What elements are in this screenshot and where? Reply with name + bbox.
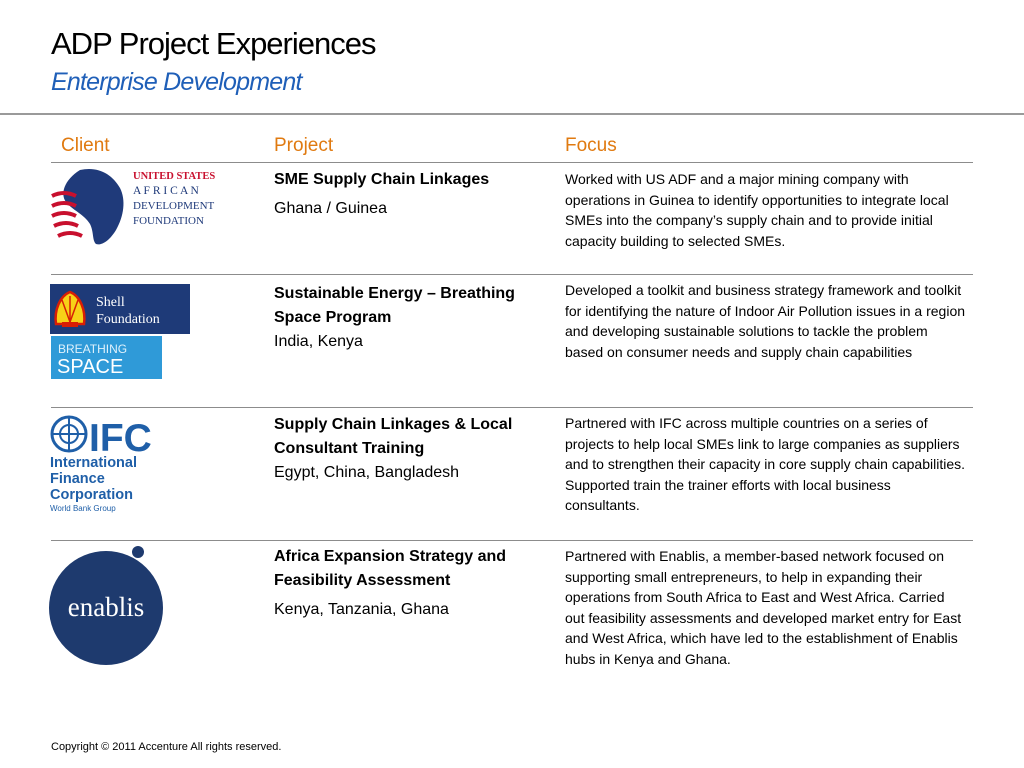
copyright-footer: Copyright © 2011 Accenture All rights reserved.	[51, 741, 282, 753]
page-subtitle: Enterprise Development	[51, 68, 302, 96]
row-divider	[51, 274, 973, 275]
row-divider	[51, 540, 973, 541]
column-header-client: Client	[61, 135, 110, 156]
breathing-logo-line-1: BREATHING	[58, 342, 128, 356]
project-countries: Egypt, China, Bangladesh	[274, 464, 460, 481]
usadf-logo-line-3: DEVELOPMENT	[133, 200, 215, 212]
ifc-logo-line-1: IFC	[89, 417, 152, 460]
project-name: Africa Expansion Strategy and Feasibility Assessment	[274, 548, 507, 589]
usadf-logo-line-2: A F R I C A N	[133, 185, 199, 197]
row-divider	[51, 162, 973, 163]
project-cell	[274, 545, 549, 622]
enablis-logo-text: enablis	[67, 592, 145, 622]
title-divider	[0, 113, 1024, 115]
project-cell	[274, 282, 549, 354]
shell-logo-line-1: Shell	[96, 295, 125, 310]
page-title: ADP Project Experiences	[51, 26, 376, 61]
column-header-focus: Focus	[565, 135, 617, 156]
ifc-logo-line-3: Finance	[50, 471, 105, 487]
shell-logo-line-2: Foundation	[96, 312, 160, 327]
usadf-logo-line-1: UNITED STATES	[133, 171, 216, 182]
focus-text: Partnered with Enablis, a member-based network focused on supporting small entrepreneurs, to help in expanding their operations from South Africa to East and West Africa. Carried out feasibility assessments and developed market entry for East and West Africa, which have led to the establishment of Enablis hubs in Kenya and Ghana.	[565, 548, 962, 667]
project-countries: Ghana / Guinea	[274, 200, 387, 217]
ifc-logo-line-2: International	[50, 455, 138, 471]
project-countries: India, Kenya	[274, 333, 363, 350]
focus-text: Partnered with IFC across multiple countries on a series of projects to help local SMEs link to large companies as suppliers and to strengthen their capacity in core supply chain capabilities. Supported train the trainer efforts with local business consultants.	[565, 415, 966, 513]
project-cell	[274, 413, 549, 485]
focus-text: Developed a toolkit and business strategy framework and toolkit for identifying the nature of Indoor Air Pollution issues in a region and developing sustainable solutions to tackle the problem based on consumer needs and supply chain capabilities	[565, 282, 966, 360]
focus-text: Worked with US ADF and a major mining company with operations in Guinea to identify opportunities to integrate local SMEs into the company’s supply chain and to provide initial capacity building to selected SMEs.	[565, 171, 949, 249]
usadf-logo-line-4: FOUNDATION	[133, 215, 204, 227]
ifc-logo-line-4: Corporation	[50, 487, 133, 503]
project-name: Sustainable Energy – Breathing Space Program	[274, 285, 515, 326]
shell-foundation-logo	[50, 284, 190, 334]
project-cell	[274, 168, 549, 221]
row-divider	[51, 407, 973, 408]
project-name: Supply Chain Linkages & Local Consultant Training	[274, 416, 513, 457]
breathing-logo-line-2: SPACE	[57, 356, 124, 378]
project-name: SME Supply Chain Linkages	[274, 171, 490, 188]
project-countries: Kenya, Tanzania, Ghana	[274, 601, 449, 618]
usadf-logo	[50, 166, 250, 250]
column-header-project: Project	[274, 135, 334, 156]
ifc-logo	[50, 414, 165, 514]
ifc-logo-line-5: World Bank Group	[50, 504, 116, 513]
enablis-logo	[48, 544, 168, 666]
breathing-space-logo	[51, 336, 162, 379]
